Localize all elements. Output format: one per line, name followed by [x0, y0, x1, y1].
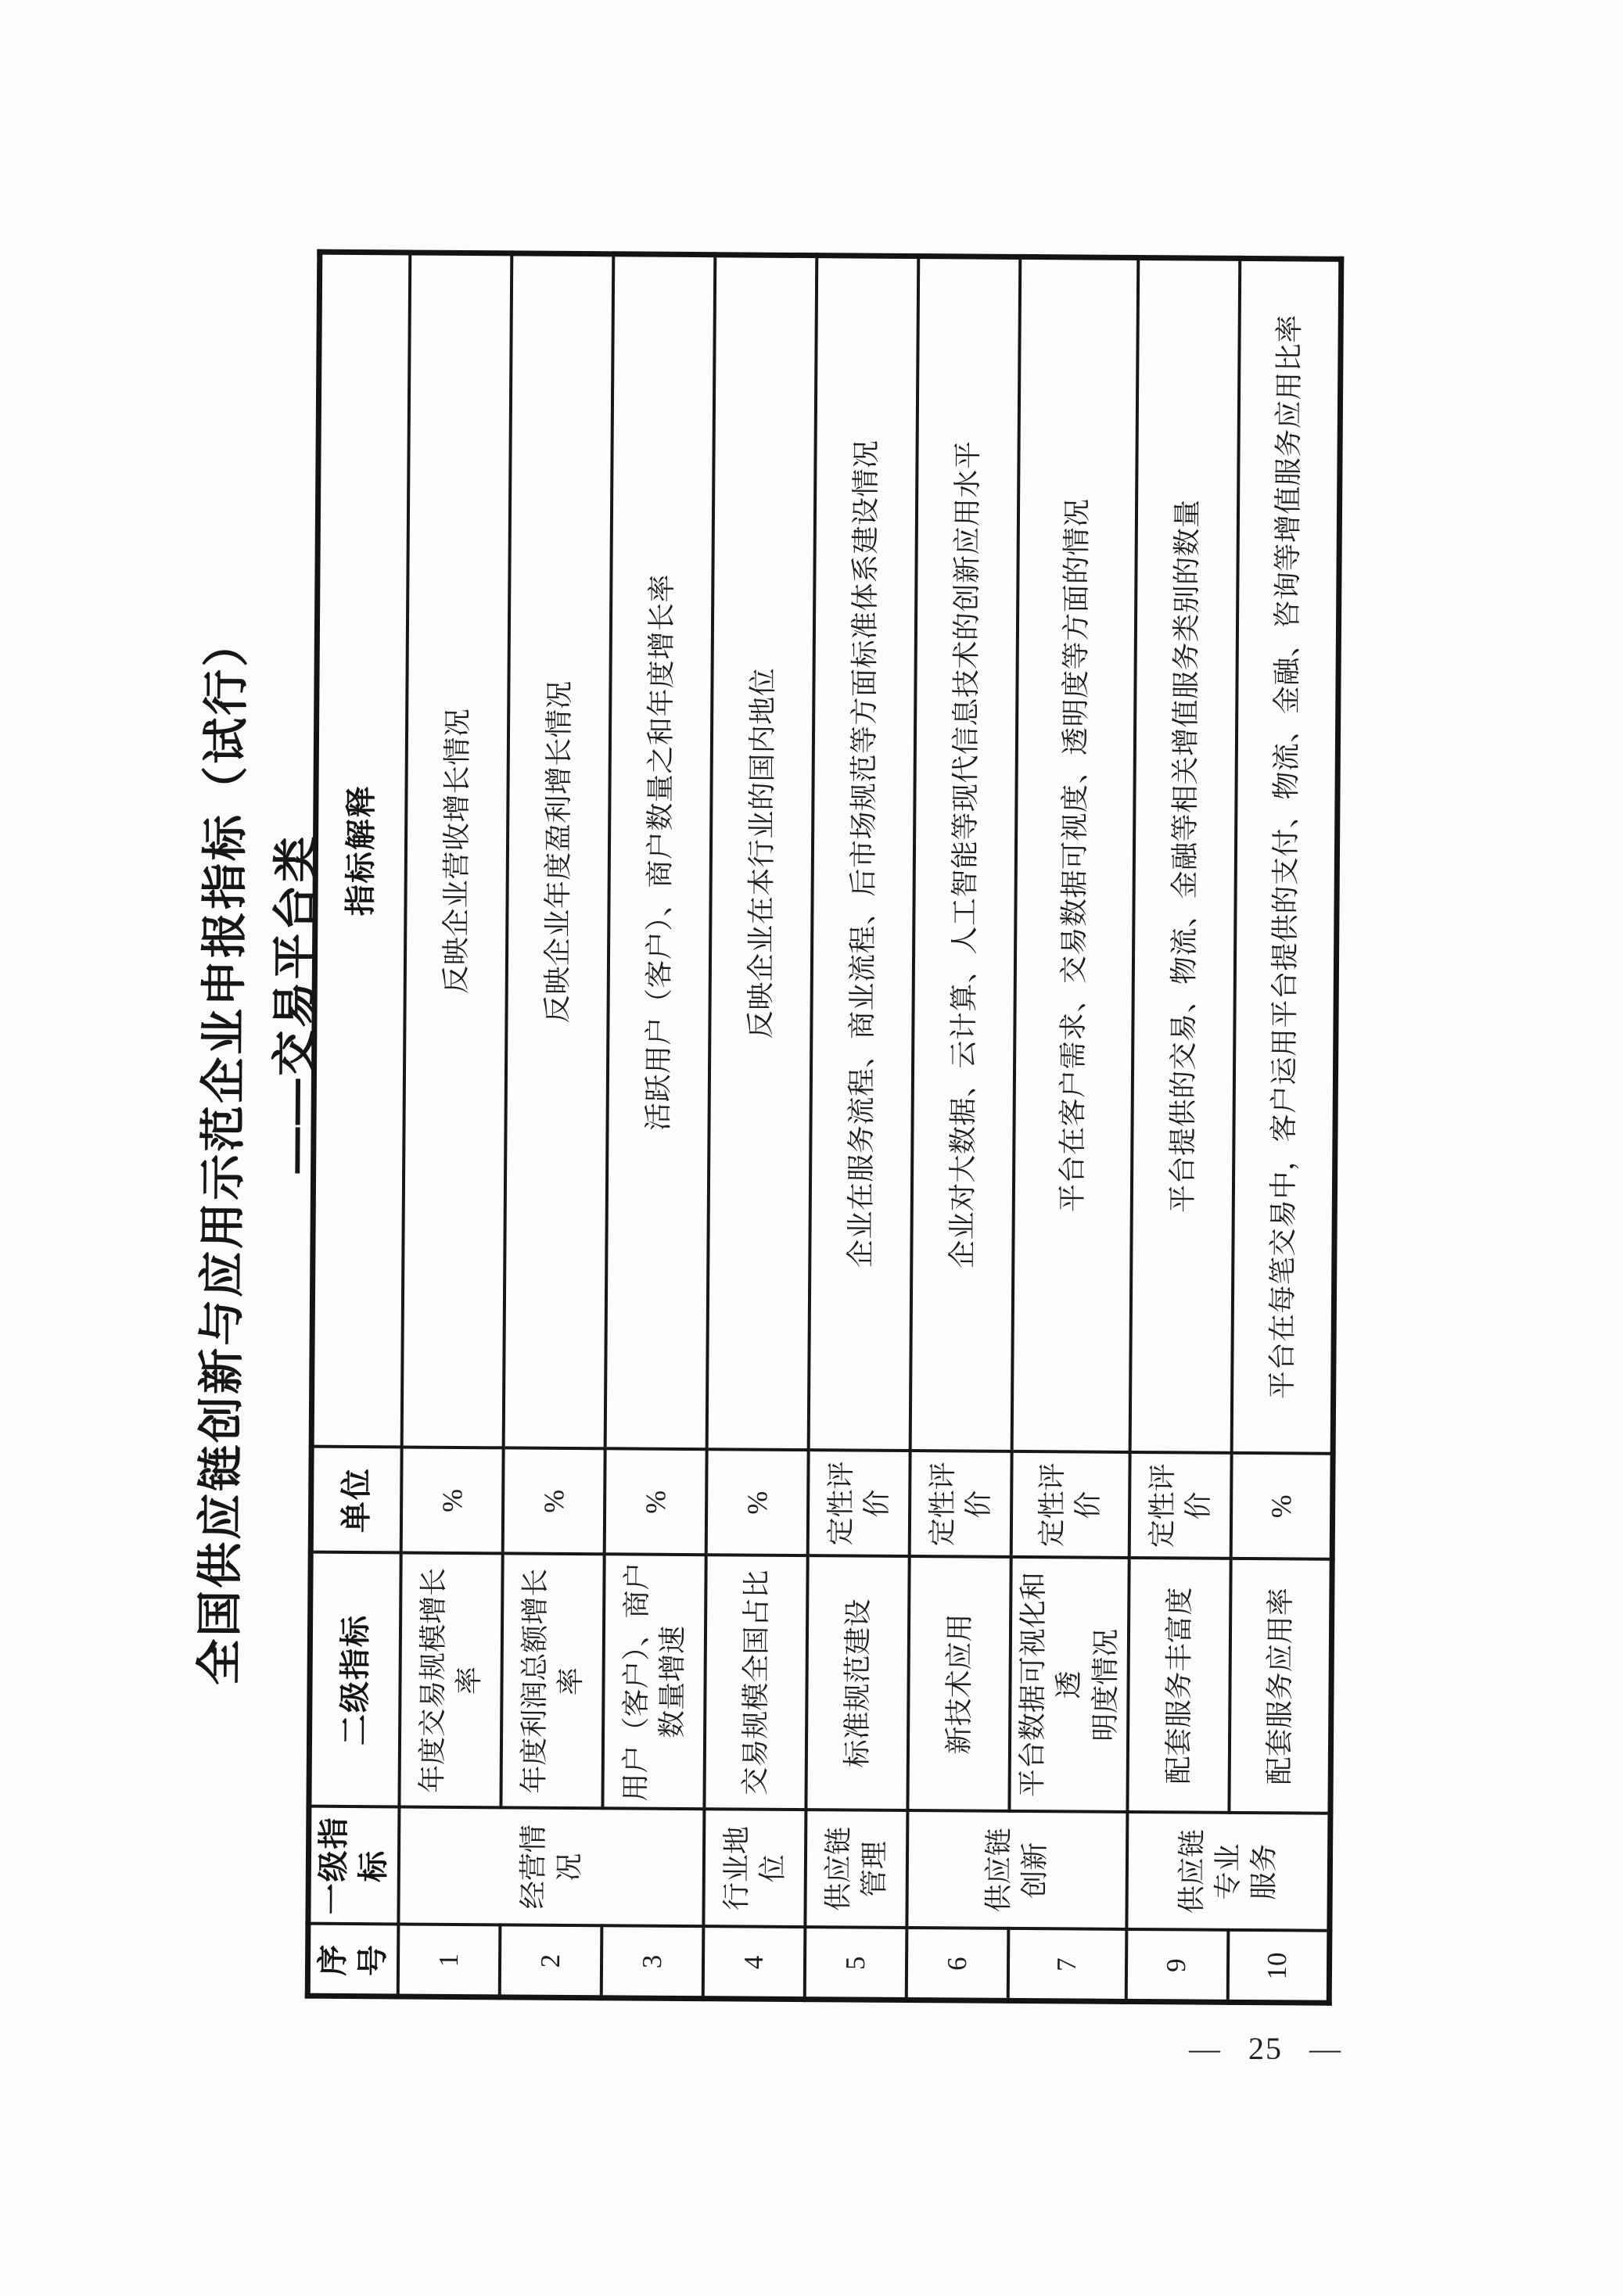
cell-index: 2: [500, 1925, 602, 1998]
indicator-table: [305, 249, 1345, 2006]
table-row: [1126, 257, 1240, 2002]
cell-index: 4: [703, 1927, 806, 2000]
table-row: [500, 253, 614, 1998]
cell-level2: 新技术应用: [908, 1557, 1011, 1812]
col-header-unit: 单位: [311, 1447, 402, 1553]
table-row: [1008, 257, 1138, 2001]
cell-index: 3: [601, 1926, 704, 1999]
table-row: [398, 253, 512, 1997]
cell-unit: 定性评 价: [910, 1451, 1012, 1558]
cell-level2: 平台数据可视化和透 明度情况: [1010, 1557, 1129, 1812]
cell-unit: %: [605, 1449, 707, 1555]
page-number: — 25 —: [1189, 2031, 1342, 2066]
cell-level1: 经营情况: [399, 1807, 705, 1927]
cell-index: 5: [805, 1928, 907, 2000]
cell-index: 6: [907, 1928, 1009, 2000]
table-row: [1227, 258, 1341, 2003]
col-header-explanation: 指标解释: [311, 252, 411, 1448]
cell-explanation: 反映企业年度盈利增长情况: [504, 253, 614, 1449]
col-header-level1: 一级指标: [308, 1806, 400, 1925]
title-subtitle: ——交易平台类: [268, 834, 323, 1174]
cell-unit: 定性评 价: [1011, 1451, 1129, 1558]
cell-level1: 供应链管理: [806, 1810, 908, 1928]
cell-explanation: 平台在每笔交易中，客户运用平台提供的支付、物流、金融、咨询等增值服务应用比率: [1231, 258, 1341, 1454]
cell-unit: %: [1230, 1453, 1333, 1559]
cell-level2: 配套服务丰富度: [1127, 1558, 1230, 1813]
cell-unit: %: [503, 1448, 605, 1555]
cell-unit: 定性评 价: [1129, 1452, 1231, 1559]
cell-unit: 定性评 价: [808, 1451, 910, 1557]
table-row: [601, 254, 716, 1999]
col-header-level2: 二级指标: [309, 1552, 401, 1807]
table-row: [907, 257, 1021, 2001]
col-header-index: 序号: [307, 1924, 399, 1996]
cell-level1: 供应链专业 服务: [1126, 1812, 1330, 1931]
cell-explanation: 活跃用户（客户）、商户数量之和年度增长率: [605, 254, 716, 1450]
cell-explanation: 平台提供的交易、物流、金融等相关增值服务类别的数量: [1129, 257, 1240, 1453]
cell-level2: 年度交易规模增长率: [400, 1553, 503, 1808]
title-main: 全国供应链创新与应用示范企业申报指标（试行）: [193, 618, 253, 1686]
cell-explanation: 反映企业营收增长情况: [402, 253, 512, 1448]
cell-explanation: 反映企业在本行业的国内地位: [707, 255, 817, 1451]
rotated-document: [180, 254, 1307, 2006]
cell-index: 9: [1126, 1929, 1228, 2002]
cell-explanation: 企业对大数据、云计算、人工智能等现代信息技术的创新应用水平: [910, 257, 1021, 1452]
cell-explanation: 平台在客户需求、交易数据可视度、透明度等方面的情况: [1012, 257, 1138, 1452]
cell-level1: 供应链创新: [907, 1810, 1127, 1929]
cell-level2: 用户（客户）、商户 数量增速: [603, 1555, 706, 1810]
cell-unit: %: [401, 1448, 504, 1554]
cell-index: 10: [1227, 1930, 1330, 2003]
cell-explanation: 企业在服务流程、商业流程、后市场规范等方面标准体系建设情况: [809, 256, 919, 1451]
cell-unit: %: [706, 1450, 809, 1556]
document-title: [182, 606, 323, 1686]
table-row: [703, 255, 817, 2000]
table-row: [805, 256, 919, 2000]
cell-index: 1: [398, 1925, 501, 1997]
cell-index: 7: [1008, 1928, 1126, 2001]
cell-level2: 年度利润总额增长率: [501, 1554, 605, 1809]
cell-level2: 配套服务应用率: [1229, 1559, 1332, 1813]
cell-level2: 标准规范建设: [806, 1556, 910, 1811]
cell-level2: 交易规模全国占比: [705, 1555, 808, 1810]
cell-level1: 行业地位: [704, 1810, 806, 1928]
